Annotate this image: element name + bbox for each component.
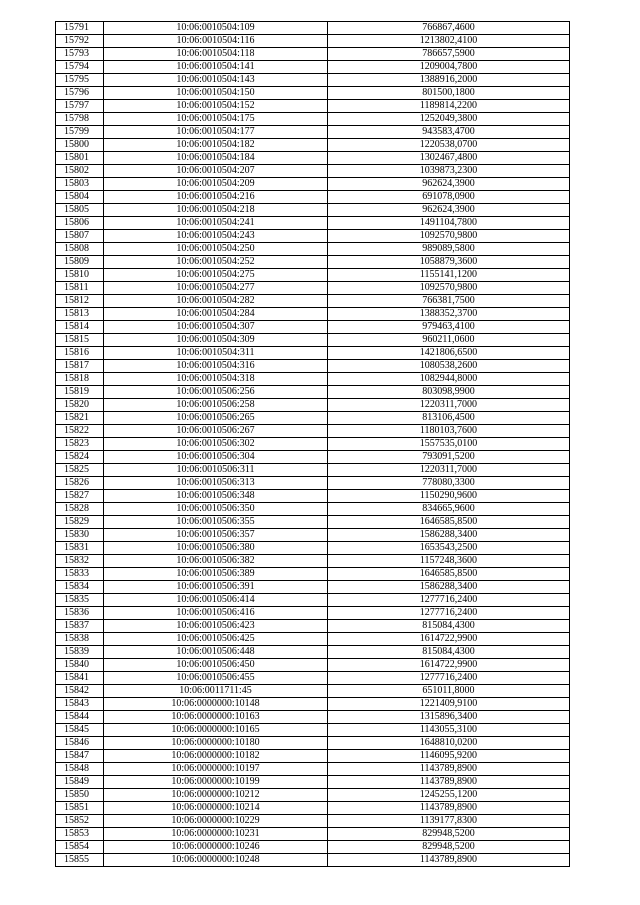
row-number-cell: 15798 [56,113,104,126]
table-row [56,165,570,178]
row-number-cell: 15797 [56,100,104,113]
cadastral-number-cell: 10:06:0010506:448 [104,646,328,659]
cadastral-value-cell: 1220311,7000 [328,464,570,477]
cadastral-number-cell: 10:06:0010506:311 [104,464,328,477]
cadastral-value-cell: 834665,9600 [328,503,570,516]
row-number-cell: 15841 [56,672,104,685]
row-number-cell: 15844 [56,711,104,724]
cadastral-number-cell: 10:06:0010504:143 [104,74,328,87]
cadastral-number-cell: 10:06:0010504:252 [104,256,328,269]
cadastral-number-cell: 10:06:0000000:10212 [104,789,328,802]
row-number-cell: 15850 [56,789,104,802]
table-row [56,438,570,451]
table-row [56,386,570,399]
row-number-cell: 15825 [56,464,104,477]
cadastral-value-cell: 1614722,9900 [328,659,570,672]
row-number-cell: 15852 [56,815,104,828]
table-row [56,321,570,334]
table-row [56,737,570,750]
row-number-cell: 15832 [56,555,104,568]
row-number-cell: 15830 [56,529,104,542]
cadastral-number-cell: 10:06:0000000:10248 [104,854,328,867]
table-row [56,490,570,503]
cadastral-number-cell: 10:06:0010506:355 [104,516,328,529]
row-number-cell: 15811 [56,282,104,295]
cadastral-number-cell: 10:06:0010506:455 [104,672,328,685]
cadastral-number-cell: 10:06:0000000:10165 [104,724,328,737]
cadastral-value-cell: 1180103,7600 [328,425,570,438]
table-row [56,607,570,620]
row-number-cell: 15817 [56,360,104,373]
row-number-cell: 15828 [56,503,104,516]
cadastral-value-cell: 1213802,4100 [328,35,570,48]
cadastral-number-cell: 10:06:0010506:256 [104,386,328,399]
cadastral-number-cell: 10:06:0010506:313 [104,477,328,490]
cadastral-number-cell: 10:06:0010504:175 [104,113,328,126]
cadastral-value-cell: 1039873,2300 [328,165,570,178]
table-row [56,828,570,841]
cadastral-number-cell: 10:06:0010506:389 [104,568,328,581]
cadastral-value-cell: 1252049,3800 [328,113,570,126]
cadastral-value-cell: 803098,9900 [328,386,570,399]
row-number-cell: 15820 [56,399,104,412]
table-row [56,204,570,217]
cadastral-value-cell: 979463,4100 [328,321,570,334]
cadastral-number-cell: 10:06:0010504:316 [104,360,328,373]
cadastral-number-cell: 10:06:0010506:414 [104,594,328,607]
cadastral-value-cell: 815084,4300 [328,646,570,659]
cadastral-value-cell: 1092570,9800 [328,282,570,295]
table-row [56,802,570,815]
cadastral-value-cell: 766381,7500 [328,295,570,308]
row-number-cell: 15793 [56,48,104,61]
cadastral-value-cell: 943583,4700 [328,126,570,139]
cadastral-number-cell: 10:06:0010506:357 [104,529,328,542]
row-number-cell: 15833 [56,568,104,581]
cadastral-value-cell: 829948,5200 [328,828,570,841]
cadastral-number-cell: 10:06:0010504:318 [104,373,328,386]
cadastral-value-cell: 1277716,2400 [328,594,570,607]
table-row [56,178,570,191]
table-row [56,542,570,555]
table-row [56,841,570,854]
cadastral-value-cell: 786657,5900 [328,48,570,61]
row-number-cell: 15802 [56,165,104,178]
cadastral-value-cell: 1586288,3400 [328,529,570,542]
table-row [56,360,570,373]
table-row [56,451,570,464]
cadastral-value-cell: 1491104,7800 [328,217,570,230]
table-row [56,477,570,490]
table-row [56,698,570,711]
table-row [56,503,570,516]
cadastral-number-cell: 10:06:0000000:10231 [104,828,328,841]
table-row [56,464,570,477]
cadastral-value-cell: 801500,1800 [328,87,570,100]
table-row [56,308,570,321]
table-row [56,620,570,633]
cadastral-number-cell: 10:06:0010506:423 [104,620,328,633]
row-number-cell: 15796 [56,87,104,100]
cadastral-number-cell: 10:06:0010506:350 [104,503,328,516]
row-number-cell: 15836 [56,607,104,620]
row-number-cell: 15824 [56,451,104,464]
cadastral-number-cell: 10:06:0010506:348 [104,490,328,503]
row-number-cell: 15803 [56,178,104,191]
cadastral-value-cell: 1646585,8500 [328,568,570,581]
cadastral-value-cell: 766867,4600 [328,22,570,35]
cadastral-number-cell: 10:06:0010504:184 [104,152,328,165]
cadastral-number-cell: 10:06:0010504:309 [104,334,328,347]
row-number-cell: 15847 [56,750,104,763]
table-row [56,269,570,282]
row-number-cell: 15853 [56,828,104,841]
row-number-cell: 15801 [56,152,104,165]
row-number-cell: 15816 [56,347,104,360]
cadastral-value-cell: 793091,5200 [328,451,570,464]
cadastral-value-cell: 1092570,9800 [328,230,570,243]
row-number-cell: 15831 [56,542,104,555]
row-number-cell: 15843 [56,698,104,711]
table-row [56,516,570,529]
cadastral-value-cell: 1139177,8300 [328,815,570,828]
cadastral-value-cell: 962624,3900 [328,204,570,217]
cadastral-value-cell: 962624,3900 [328,178,570,191]
table-row [56,35,570,48]
table-row [56,685,570,698]
table-row [56,646,570,659]
cadastral-value-cell: 1646585,8500 [328,516,570,529]
row-number-cell: 15808 [56,243,104,256]
cadastral-number-cell: 10:06:0000000:10214 [104,802,328,815]
cadastral-value-cell: 815084,4300 [328,620,570,633]
cadastral-number-cell: 10:06:0010504:152 [104,100,328,113]
cadastral-value-cell: 1586288,3400 [328,581,570,594]
table-row [56,100,570,113]
cadastral-number-cell: 10:06:0010504:177 [104,126,328,139]
table-row [56,555,570,568]
row-number-cell: 15840 [56,659,104,672]
row-number-cell: 15849 [56,776,104,789]
table-row [56,61,570,74]
cadastral-number-cell: 10:06:0010504:116 [104,35,328,48]
table-row [56,594,570,607]
cadastral-value-cell: 1143789,8900 [328,802,570,815]
table-row [56,425,570,438]
cadastral-number-cell: 10:06:0010504:207 [104,165,328,178]
cadastral-value-cell: 691078,0900 [328,191,570,204]
row-number-cell: 15819 [56,386,104,399]
cadastral-value-cell: 989089,5800 [328,243,570,256]
cadastral-value-cell: 1058879,3600 [328,256,570,269]
cadastral-value-cell: 1080538,2600 [328,360,570,373]
row-number-cell: 15804 [56,191,104,204]
row-number-cell: 15800 [56,139,104,152]
table-row [56,74,570,87]
table-row [56,711,570,724]
cadastral-value-cell: 960211,0600 [328,334,570,347]
cadastral-number-cell: 10:06:0010504:284 [104,308,328,321]
table-row [56,126,570,139]
cadastral-number-cell: 10:06:0010504:311 [104,347,328,360]
table-row [56,256,570,269]
table-row [56,282,570,295]
cadastral-value-cell: 1220538,0700 [328,139,570,152]
row-number-cell: 15795 [56,74,104,87]
cadastral-number-cell: 10:06:0000000:10148 [104,698,328,711]
cadastral-value-cell: 1614722,9900 [328,633,570,646]
cadastral-number-cell: 10:06:0010504:277 [104,282,328,295]
cadastral-value-cell: 1302467,4800 [328,152,570,165]
cadastral-value-cell: 778080,3300 [328,477,570,490]
row-number-cell: 15822 [56,425,104,438]
cadastral-value-cell: 1277716,2400 [328,672,570,685]
row-number-cell: 15855 [56,854,104,867]
cadastral-value-cell: 813106,4500 [328,412,570,425]
table-row [56,139,570,152]
cadastral-number-cell: 10:06:0000000:10180 [104,737,328,750]
row-number-cell: 15806 [56,217,104,230]
table-row [56,815,570,828]
cadastral-value-cell: 651011,8000 [328,685,570,698]
row-number-cell: 15838 [56,633,104,646]
row-number-cell: 15805 [56,204,104,217]
cadastral-number-cell: 10:06:0010504:141 [104,61,328,74]
cadastral-number-cell: 10:06:0010504:307 [104,321,328,334]
cadastral-value-cell: 1388916,2000 [328,74,570,87]
row-number-cell: 15810 [56,269,104,282]
row-number-cell: 15834 [56,581,104,594]
row-number-cell: 15813 [56,308,104,321]
table-row [56,724,570,737]
cadastral-number-cell: 10:06:0011711:45 [104,685,328,698]
cadastral-value-cell: 1157248,3600 [328,555,570,568]
cadastral-number-cell: 10:06:0010504:109 [104,22,328,35]
cadastral-number-cell: 10:06:0000000:10163 [104,711,328,724]
cadastral-number-cell: 10:06:0010504:275 [104,269,328,282]
table-row [56,191,570,204]
row-number-cell: 15851 [56,802,104,815]
cadastral-value-cell: 1150290,9600 [328,490,570,503]
cadastral-number-cell: 10:06:0010506:391 [104,581,328,594]
table-row [56,295,570,308]
cadastral-value-cell: 1143789,8900 [328,854,570,867]
cadastral-value-cell: 1648810,0200 [328,737,570,750]
table-body [56,22,570,867]
row-number-cell: 15829 [56,516,104,529]
cadastral-value-table [55,21,570,867]
row-number-cell: 15809 [56,256,104,269]
cadastral-number-cell: 10:06:0010506:416 [104,607,328,620]
cadastral-value-cell: 1143055,3100 [328,724,570,737]
table-row [56,217,570,230]
cadastral-value-cell: 1245255,1200 [328,789,570,802]
row-number-cell: 15846 [56,737,104,750]
table-row [56,789,570,802]
cadastral-number-cell: 10:06:0000000:10246 [104,841,328,854]
table-row [56,672,570,685]
row-number-cell: 15835 [56,594,104,607]
table-row [56,22,570,35]
row-number-cell: 15854 [56,841,104,854]
table-row [56,152,570,165]
cadastral-value-cell: 1189814,2200 [328,100,570,113]
cadastral-number-cell: 10:06:0000000:10199 [104,776,328,789]
cadastral-number-cell: 10:06:0010506:304 [104,451,328,464]
row-number-cell: 15842 [56,685,104,698]
row-number-cell: 15848 [56,763,104,776]
row-number-cell: 15812 [56,295,104,308]
cadastral-value-cell: 1315896,3400 [328,711,570,724]
cadastral-value-cell: 1653543,2500 [328,542,570,555]
row-number-cell: 15814 [56,321,104,334]
cadastral-number-cell: 10:06:0010504:118 [104,48,328,61]
cadastral-value-cell: 829948,5200 [328,841,570,854]
cadastral-number-cell: 10:06:0010504:182 [104,139,328,152]
table-row [56,373,570,386]
table-row [56,581,570,594]
table-row [56,854,570,867]
cadastral-value-cell: 1155141,1200 [328,269,570,282]
cadastral-number-cell: 10:06:0010504:209 [104,178,328,191]
table-row [56,568,570,581]
table-row [56,87,570,100]
table-row [56,776,570,789]
cadastral-value-cell: 1146095,9200 [328,750,570,763]
row-number-cell: 15845 [56,724,104,737]
table-row [56,633,570,646]
cadastral-number-cell: 10:06:0010506:425 [104,633,328,646]
cadastral-number-cell: 10:06:0010504:218 [104,204,328,217]
cadastral-value-cell: 1388352,3700 [328,308,570,321]
row-number-cell: 15792 [56,35,104,48]
cadastral-number-cell: 10:06:0010504:243 [104,230,328,243]
table-row [56,243,570,256]
row-number-cell: 15807 [56,230,104,243]
table-row [56,334,570,347]
cadastral-number-cell: 10:06:0010506:267 [104,425,328,438]
cadastral-number-cell: 10:06:0010504:241 [104,217,328,230]
table-row [56,750,570,763]
cadastral-value-cell: 1277716,2400 [328,607,570,620]
cadastral-value-cell: 1209004,7800 [328,61,570,74]
cadastral-number-cell: 10:06:0010506:380 [104,542,328,555]
row-number-cell: 15821 [56,412,104,425]
cadastral-value-cell: 1082944,8000 [328,373,570,386]
table-row [56,412,570,425]
cadastral-number-cell: 10:06:0010506:450 [104,659,328,672]
table-row [56,763,570,776]
cadastral-value-cell: 1220311,7000 [328,399,570,412]
row-number-cell: 15827 [56,490,104,503]
cadastral-number-cell: 10:06:0010504:282 [104,295,328,308]
table-row [56,48,570,61]
row-number-cell: 15815 [56,334,104,347]
row-number-cell: 15839 [56,646,104,659]
table-row [56,113,570,126]
cadastral-number-cell: 10:06:0010504:216 [104,191,328,204]
cadastral-number-cell: 10:06:0000000:10182 [104,750,328,763]
cadastral-number-cell: 10:06:0010506:302 [104,438,328,451]
table-row [56,399,570,412]
cadastral-number-cell: 10:06:0010506:265 [104,412,328,425]
row-number-cell: 15837 [56,620,104,633]
cadastral-value-cell: 1221409,9100 [328,698,570,711]
row-number-cell: 15794 [56,61,104,74]
cadastral-value-cell: 1143789,8900 [328,776,570,789]
cadastral-value-cell: 1143789,8900 [328,763,570,776]
cadastral-number-cell: 10:06:0010504:150 [104,87,328,100]
row-number-cell: 15823 [56,438,104,451]
cadastral-number-cell: 10:06:0010506:258 [104,399,328,412]
table-row [56,347,570,360]
cadastral-number-cell: 10:06:0010504:250 [104,243,328,256]
cadastral-number-cell: 10:06:0000000:10229 [104,815,328,828]
row-number-cell: 15791 [56,22,104,35]
cadastral-number-cell: 10:06:0000000:10197 [104,763,328,776]
table-row [56,659,570,672]
table-row [56,529,570,542]
row-number-cell: 15818 [56,373,104,386]
row-number-cell: 15826 [56,477,104,490]
cadastral-value-cell: 1421806,6500 [328,347,570,360]
table-row [56,230,570,243]
cadastral-number-cell: 10:06:0010506:382 [104,555,328,568]
cadastral-value-cell: 1557535,0100 [328,438,570,451]
row-number-cell: 15799 [56,126,104,139]
